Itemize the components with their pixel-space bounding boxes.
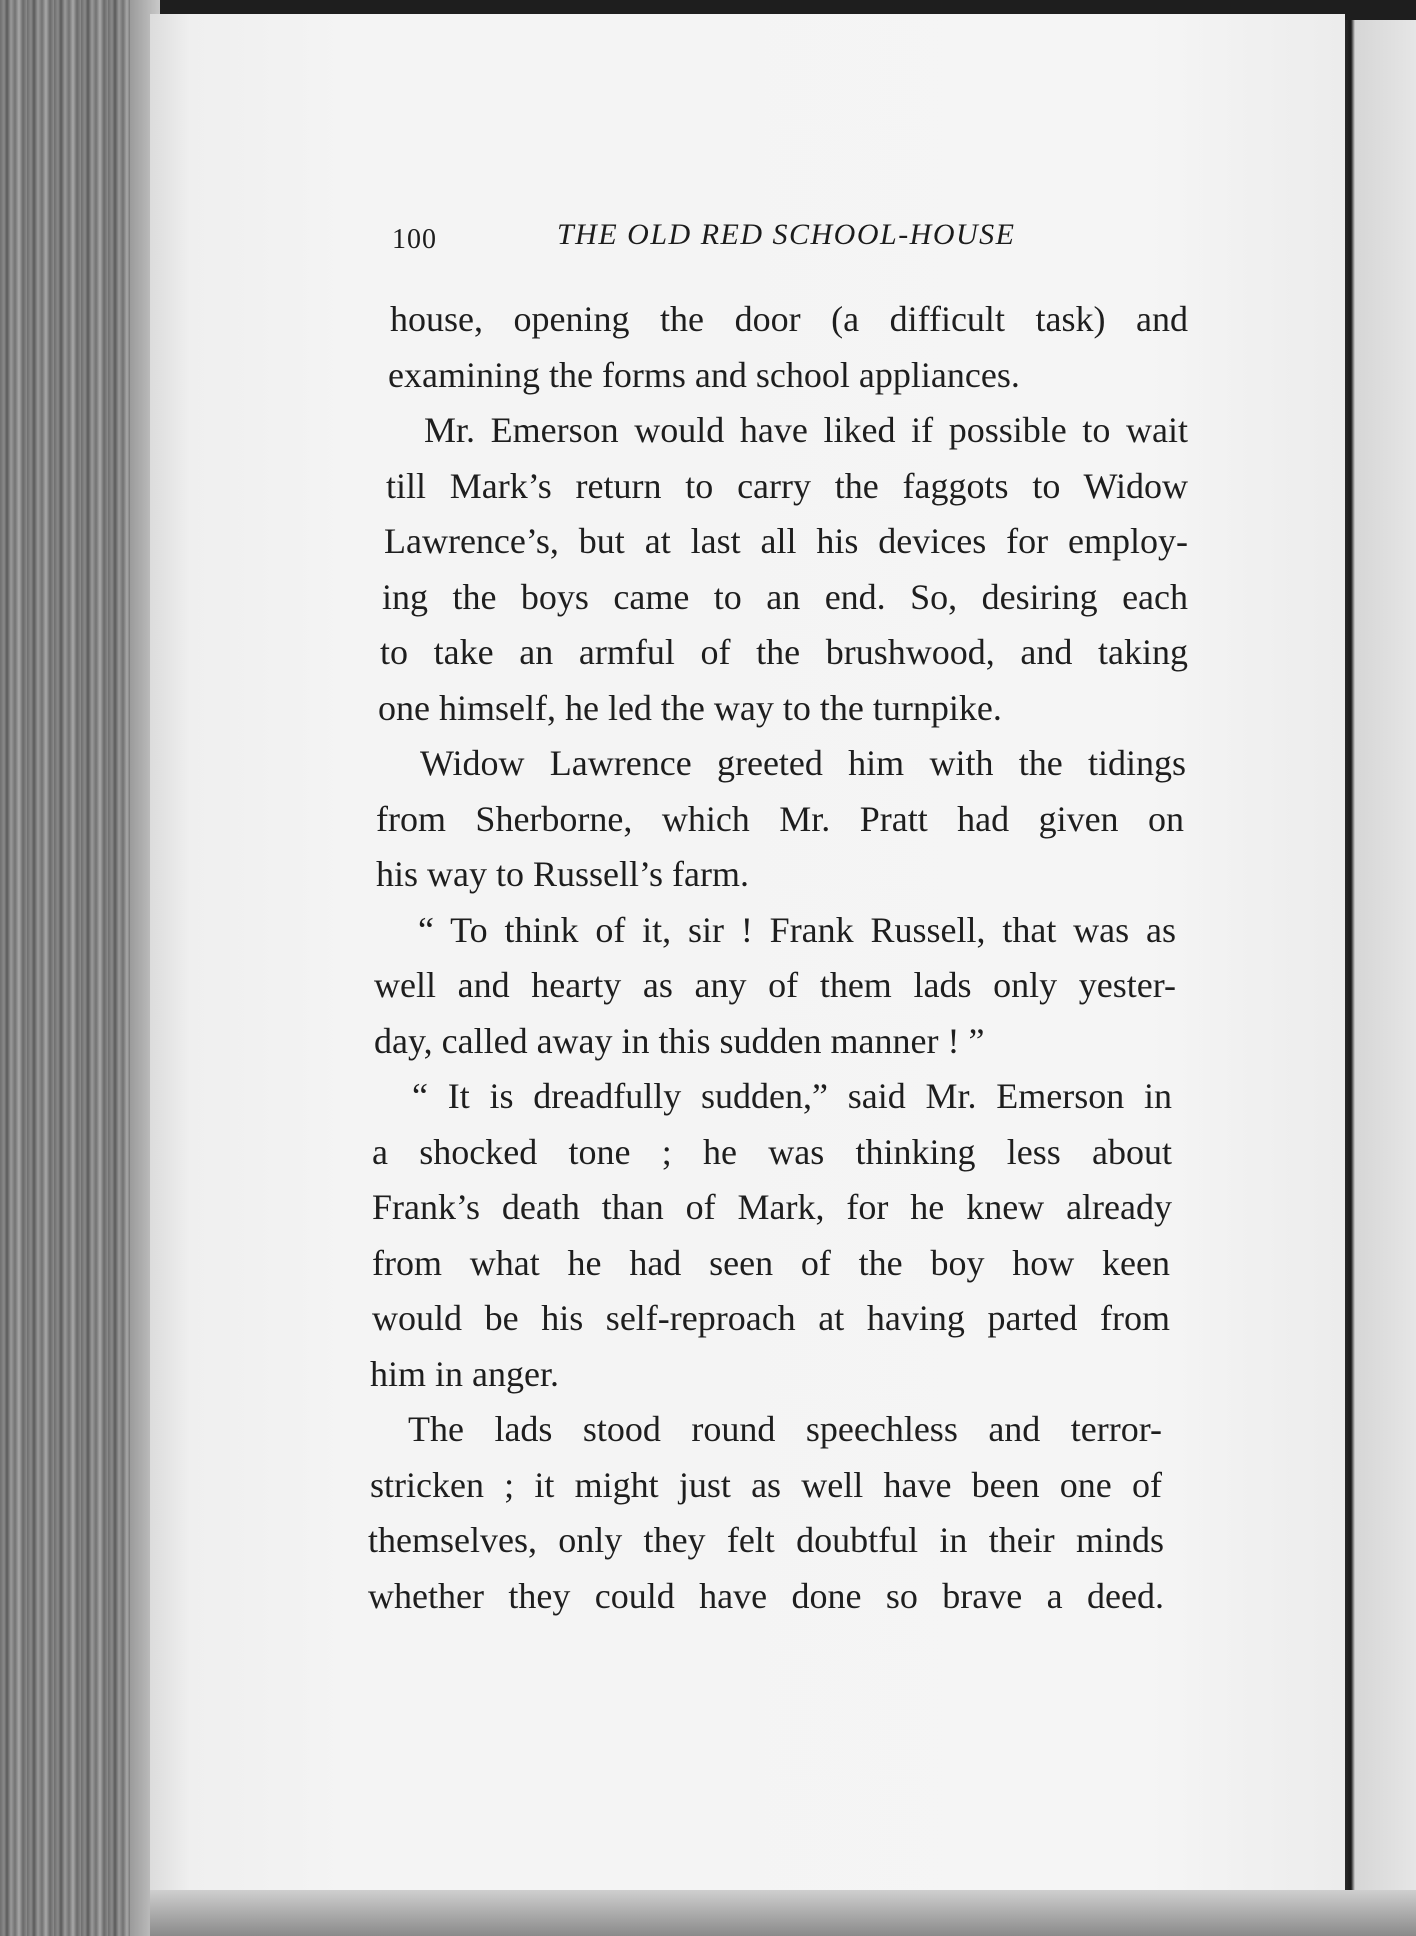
text-line: stricken ; it might just as well have been one of <box>370 1464 1162 1505</box>
text-line: whether they could have done so brave a deed. <box>368 1575 1164 1616</box>
text-line: ing the boys came to an end. So, desiring each <box>382 576 1188 617</box>
text-line: till Mark’s return to carry the faggots to Widow <box>386 465 1188 506</box>
text-line: house, opening the door (a difficult task) and <box>390 299 1188 339</box>
text-line: day, called away in this sudden manner ! ” <box>374 1020 985 1061</box>
page-header <box>392 218 1152 268</box>
text-line: Widow Lawrence greeted him with the tidings <box>420 743 1186 783</box>
text-line: “ To think of it, sir ! Frank Russell, that was as <box>418 909 1176 950</box>
text-line: The lads stood round speechless and terror- <box>408 1409 1162 1449</box>
text-line: examining the forms and school appliances. <box>388 354 1020 395</box>
text-line: his way to Russell’s farm. <box>376 854 749 894</box>
text-line: a shocked tone ; he was thinking less about <box>372 1131 1172 1172</box>
text-line: to take an armful of the brushwood, and taking <box>380 632 1188 672</box>
text-line: Mr. Emerson would have liked if possible to wait <box>424 410 1188 450</box>
text-line: well and hearty as any of them lads only yester- <box>374 965 1176 1005</box>
text-line: would be his self-reproach at having parted from <box>372 1298 1170 1338</box>
text-line: one himself, he led the way to the turnpike. <box>378 687 1002 728</box>
text-line: “ It is dreadfully sudden,” said Mr. Emerson in <box>412 1076 1172 1116</box>
text-line: him in anger. <box>370 1353 559 1394</box>
next-page-edge <box>1345 20 1416 1936</box>
text-line: themselves, only they felt doubtful in their minds <box>368 1520 1164 1560</box>
page-number: 100 <box>392 224 437 255</box>
text-line: Lawrence’s, but at last all his devices for employ- <box>384 521 1188 561</box>
running-head: THE OLD RED SCHOOL-HOUSE <box>557 218 1016 251</box>
page-edges <box>0 0 160 1936</box>
text-line: from what he had seen of the boy how keen <box>372 1242 1170 1283</box>
bottom-shadow <box>150 1890 1416 1936</box>
text-line: Frank’s death than of Mark, for he knew already <box>372 1187 1172 1227</box>
body-text <box>368 292 1188 1624</box>
text-line: from Sherborne, which Mr. Pratt had given on <box>376 798 1184 839</box>
